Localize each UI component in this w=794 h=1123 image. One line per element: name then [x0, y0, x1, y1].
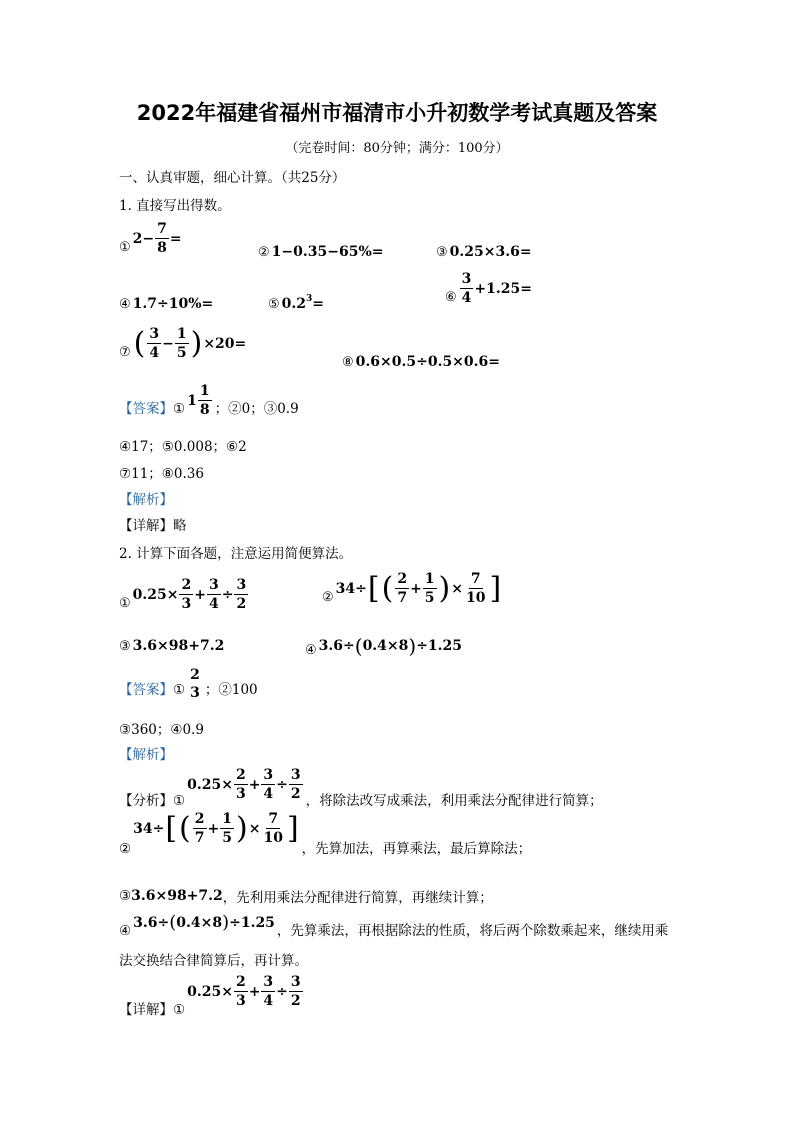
formula: 34÷ [ ( $\frac{2}{7}$ + $\frac{1}{5}$ ) × $\frac{7}{10}$ ] [133, 810, 299, 846]
numerator: 3 [263, 974, 274, 990]
fraction [261, 768, 275, 801]
expr-text: 34÷ [133, 820, 165, 837]
operator: ÷ [276, 776, 288, 793]
numerator: 3 [236, 577, 247, 593]
expr-text: 3.6÷ [318, 638, 355, 654]
q2-problem-1: ① 0.25× $\frac{2}{3}$ + $\frac{3}{4}$ ÷ $\frac{3}{2}$ [119, 577, 247, 612]
denominator: 8 [199, 402, 210, 418]
expr-text: 0.2 [281, 296, 307, 312]
detail-line [119, 514, 187, 534]
numerator: 7 [268, 811, 279, 827]
operator: + [248, 776, 261, 793]
fenxi-line-1: 【分析】 ① 0.25× $\frac{2}{3}$ + $\frac{3}{4}$ ÷ $\frac{3}{2}$ ，将除法改写成乘法，利用乘法分配律进行简算； [119, 767, 603, 809]
item-number: ⑦ [119, 345, 131, 360]
fraction [220, 812, 234, 845]
denominator: 7 [194, 830, 205, 846]
denominator: 5 [176, 345, 187, 361]
denominator: 4 [149, 345, 160, 361]
section-heading: 一、认真审题，细心计算。（共25分） [119, 170, 346, 186]
denominator: 10 [466, 590, 486, 606]
q1-item-3 [436, 244, 532, 260]
detail-label: 【详解】 [119, 1002, 173, 1018]
item-number: ② [258, 245, 270, 260]
denominator: 4 [263, 786, 274, 802]
numerator: 2 [235, 974, 246, 990]
numerator: 2 [194, 811, 205, 827]
denominator: 8 [157, 240, 167, 256]
denominator: 2 [290, 993, 301, 1009]
fraction [234, 975, 248, 1008]
fraction [234, 578, 248, 611]
numerator: 1 [199, 383, 210, 399]
answer-text: ① [173, 682, 186, 698]
question-2-heading: 2. 计算下面各题，注意运用简便算法。 [119, 546, 353, 562]
mixed-number [187, 384, 213, 417]
fraction-answer [187, 667, 203, 701]
numerator: 3 [290, 974, 301, 990]
fenxi-line-4b: 法交换结合律简算后，再计算。 [119, 953, 308, 969]
fraction [147, 327, 161, 360]
expr-text: ÷1.25 [416, 638, 463, 654]
detail-text: 略 [173, 518, 187, 534]
expr-text: 0.25×3.6= [449, 244, 532, 260]
q1-item-4 [119, 296, 213, 312]
q2-problem-4: ④ 3.6÷ ( 0.4×8 ) ÷1.25 [305, 634, 463, 658]
denominator: 4 [461, 290, 472, 306]
fraction [234, 768, 248, 801]
denominator: 3 [235, 993, 246, 1009]
exponent: 3 [306, 294, 313, 304]
answer-text: ；②100 [204, 682, 258, 698]
expr-text: 34÷ [335, 580, 367, 597]
formula [187, 768, 304, 801]
expr-text: 0.4×8 [362, 638, 409, 654]
equals-sign: = [312, 296, 325, 312]
operator: × [451, 580, 463, 597]
q2-detail-line: 【详解】 ① 0.25× $\frac{2}{3}$ + $\frac{3}{4}$ ÷ $\frac{3}{2}$ [119, 985, 306, 1018]
expr-text: 0.25× [132, 586, 179, 603]
numerator: 3 [149, 326, 160, 342]
fenxi-text: ，先算加法，再算乘法，最后算除法； [301, 841, 532, 857]
fraction [261, 975, 275, 1008]
operator: + [410, 580, 422, 597]
equals-sign: = [169, 230, 182, 247]
analysis-label: 【解析】 [119, 492, 173, 508]
q2-problem-2: ② 34÷ [ ( $\frac{2}{7}$ + $\frac{1}{5}$ ) × $\frac{7}{10}$ ] [322, 570, 502, 606]
operator: ÷ [221, 586, 234, 603]
denominator: 7 [397, 590, 408, 606]
expr-text: 3.6÷ [133, 914, 170, 931]
denominator: 3 [190, 685, 200, 701]
operator: + [248, 983, 261, 1000]
operator: + [207, 820, 220, 837]
answer-line-2: ④17；⑤0.008；⑥2 [119, 439, 247, 455]
expr-text: 0.25× [187, 776, 233, 793]
formula [187, 975, 304, 1008]
expr-text: 1.7÷10%= [132, 296, 214, 312]
fraction [395, 572, 409, 605]
page-title: 2022年福建省福州市福清市小升初数学考试真题及答案 [136, 101, 658, 125]
answer-line-3: ⑦11；⑧0.36 [119, 466, 204, 482]
denominator: 5 [222, 830, 232, 846]
q2-analysis-label: 【解析】 [119, 747, 173, 763]
formula: 3.6×98+7.2 [131, 888, 223, 904]
expr-text: 2− [132, 230, 155, 247]
operator: × [248, 820, 261, 837]
expr-text: 0.25× [187, 983, 233, 1000]
fraction [207, 578, 221, 611]
answer-text: ① [173, 401, 186, 417]
denominator: 3 [235, 786, 246, 802]
denominator: 2 [236, 596, 247, 612]
item-number: ⑧ [342, 355, 354, 370]
fenxi-text: ，将除法改写成乘法，利用乘法分配律进行简算； [305, 793, 603, 809]
numerator: 1 [424, 571, 435, 587]
q1-item-7: ⑦ ( $\frac{3}{4}$ − $\frac{1}{5}$ ) ×20= [119, 325, 247, 361]
numerator: 2 [235, 767, 246, 783]
fraction [198, 384, 212, 417]
item-number: ③ [436, 245, 448, 260]
numerator: 3 [290, 767, 301, 783]
denominator: 4 [208, 596, 219, 612]
item-number: ⑥ [445, 290, 457, 305]
numerator: 7 [157, 221, 167, 237]
q2-problem-3: ③ 3.6×98+7.2 [119, 638, 225, 654]
expr-text: ×20= [203, 335, 247, 352]
fraction [261, 812, 284, 845]
item-number: ④ [119, 297, 131, 312]
numerator: 3 [263, 767, 274, 783]
exam-info: （完卷时间：80分钟；满分：100分） [285, 141, 509, 156]
q2-answer-line-2: ③360；④0.9 [119, 722, 204, 738]
q1-item-1 [119, 222, 182, 255]
answer-text: ；②0；③0.9 [214, 401, 299, 417]
fraction [193, 812, 207, 845]
expr-text: +1.25= [474, 280, 532, 297]
fraction [464, 572, 487, 605]
fraction [179, 578, 193, 611]
expr-text: 0.6×0.5÷0.5×0.6= [355, 354, 501, 370]
fraction [188, 668, 202, 700]
numerator: 3 [208, 577, 219, 593]
answer-label: 【答案】 [119, 401, 173, 417]
fraction [289, 768, 303, 801]
denominator: 2 [290, 786, 301, 802]
fraction [155, 222, 169, 255]
answer-label: 【答案】 [119, 682, 173, 698]
fraction [423, 572, 437, 605]
item-number: ① [119, 240, 131, 255]
numerator: 1 [176, 326, 187, 342]
q1-item-6 [445, 272, 532, 305]
formula: 3.6÷ ( 0.4×8 ) ÷1.25 [133, 912, 275, 933]
fraction [289, 975, 303, 1008]
fenxi-line-4: ④ 3.6÷ ( 0.4×8 ) ÷1.25 ，先算乘法，再根据除法的性质，将后两个除数乘起来，继续用乘 [119, 912, 669, 939]
denominator: 5 [424, 590, 435, 606]
fenxi-text: ，先算乘法，再根据除法的性质，将后两个除数乘起来，继续用乘 [276, 923, 669, 939]
numerator: 1 [222, 811, 232, 827]
numerator: 2 [181, 577, 192, 593]
expr-text: 3.6×98+7.2 [132, 638, 225, 654]
expr-text: 0.4×8 [176, 914, 223, 931]
fraction [460, 272, 474, 305]
fenxi-line-3: ③ 3.6×98+7.2 ，先利用乘法分配律进行简算，再继续计算； [119, 888, 493, 906]
fenxi-line-2: ② 34÷ [ ( $\frac{2}{7}$ + $\frac{1}{5}$ ) × $\frac{7}{10}$ ] ，先算加法，再算乘法，最后算除法； [119, 810, 532, 857]
fraction [175, 327, 189, 360]
numerator: 3 [461, 271, 472, 287]
numerator: 2 [190, 667, 200, 683]
fenxi-text: ，先利用乘法分配律进行简算，再继续计算； [222, 890, 493, 906]
operator: + [194, 586, 206, 603]
q1-item-2 [258, 244, 383, 260]
answer-line-1 [119, 384, 299, 417]
q1-item-5 [268, 296, 324, 312]
detail-label: 【详解】 [119, 518, 173, 534]
denominator: 10 [263, 830, 283, 846]
numerator: 7 [470, 571, 481, 587]
numerator: 2 [397, 571, 408, 587]
q2-answer-line-1 [119, 667, 258, 701]
question-1-heading: 1. 直接写出得数。 [119, 198, 231, 214]
denominator: 3 [181, 596, 192, 612]
expr-text: 1−0.35−65%= [271, 244, 384, 260]
denominator: 4 [263, 993, 274, 1009]
whole-part: 1 [187, 392, 197, 409]
expr-text: ÷1.25 [229, 914, 275, 931]
item-number: ⑤ [268, 297, 280, 312]
fenxi-label: 【分析】 [119, 793, 173, 809]
operator: ÷ [276, 983, 288, 1000]
q1-item-8 [342, 354, 500, 370]
